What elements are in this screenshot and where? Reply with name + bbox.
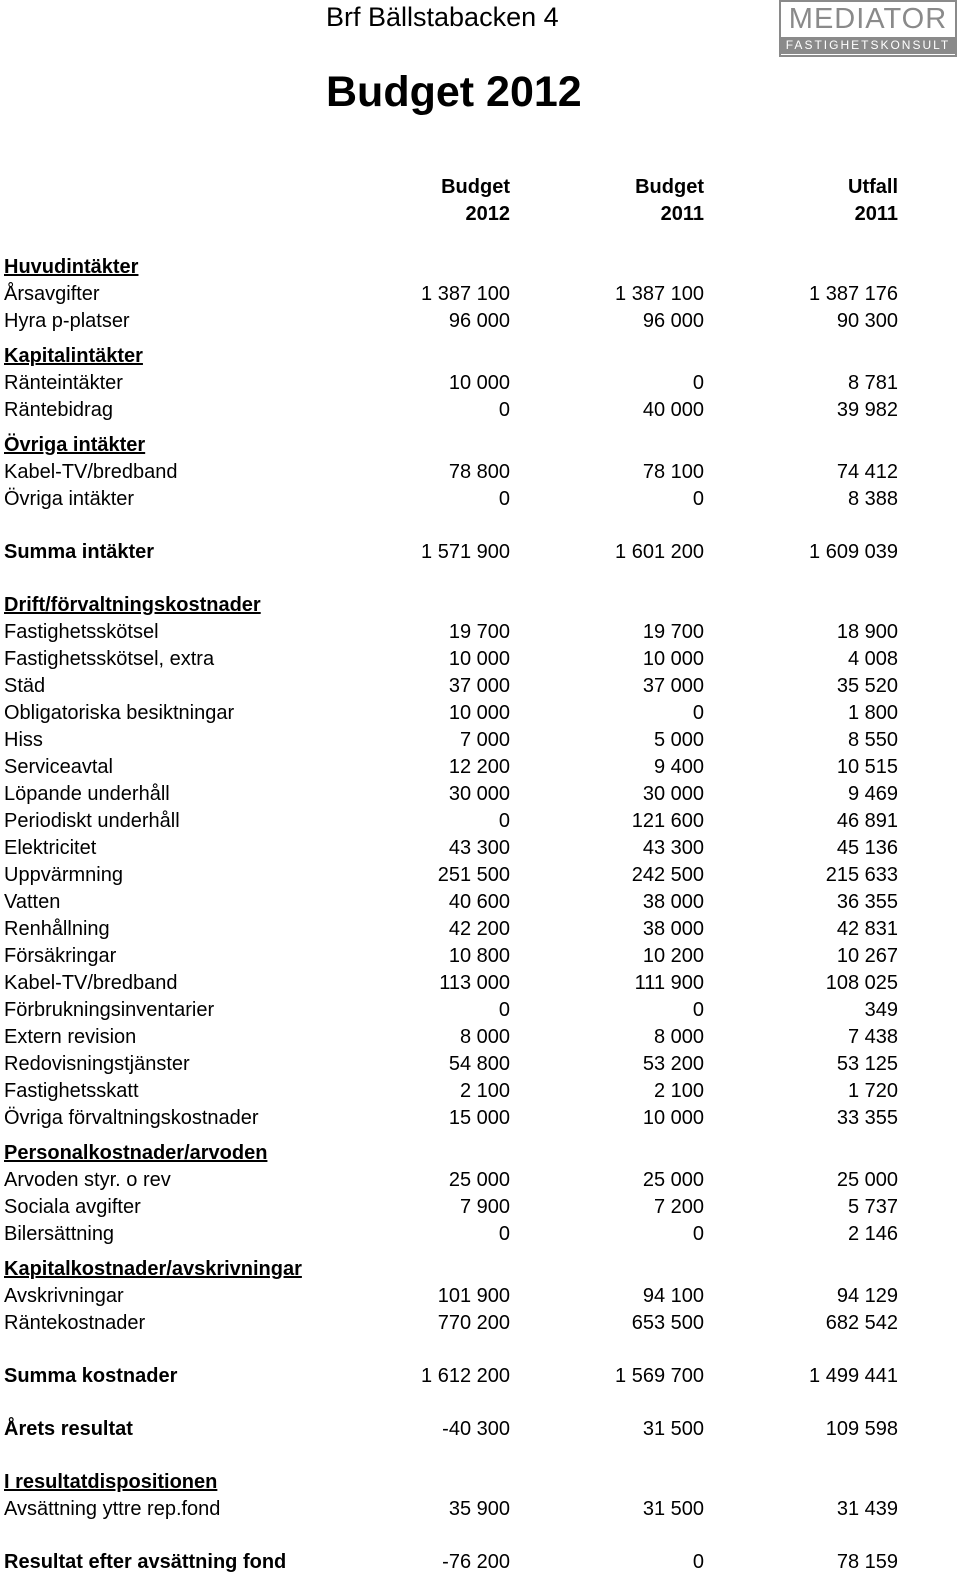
row-label: Summa intäkter	[4, 541, 155, 563]
utfall-2011-value: 10 267	[836, 945, 898, 967]
table-row	[0, 891, 960, 918]
section-spacer	[0, 426, 960, 434]
budget-2011-value: 1 387 100	[615, 283, 704, 305]
row-label: Förbrukningsinventarier	[4, 999, 215, 1021]
row-label: Avskrivningar	[4, 1285, 124, 1307]
table-row	[0, 1285, 960, 1312]
table-row	[0, 399, 960, 426]
row-label: Extern revision	[4, 1026, 137, 1048]
row-label: Fastighetsskötsel	[4, 621, 159, 643]
budget-2011-value: 31 500	[642, 1418, 704, 1440]
row-spacer	[0, 568, 960, 594]
row-label: Renhållning	[4, 918, 110, 940]
row-label: Fastighetsskatt	[4, 1080, 139, 1102]
budget-2011-value: 78 100	[642, 461, 704, 483]
budget-2011-value: 0	[692, 488, 704, 510]
utfall-2011-value: 31 439	[836, 1498, 898, 1520]
budget-2011-value: 0	[692, 702, 704, 724]
section-heading-row	[0, 1471, 960, 1498]
row-label: Sociala avgifter	[4, 1196, 141, 1218]
table-row	[0, 648, 960, 675]
budget-2011-value: 30 000	[642, 783, 704, 805]
budget-2012-value: 30 000	[448, 783, 510, 805]
utfall-2011-value: 108 025	[825, 972, 898, 994]
section-heading: Huvudintäkter	[4, 256, 139, 278]
section-heading-row	[0, 256, 960, 283]
budget-2012-value: 10 000	[448, 702, 510, 724]
budget-2012-value: 12 200	[448, 756, 510, 778]
budget-2011-value: 2 100	[653, 1080, 704, 1102]
table-row	[0, 1053, 960, 1080]
budget-2011-value: 0	[692, 999, 704, 1021]
row-label: Summa kostnader	[4, 1365, 178, 1387]
table-row	[0, 999, 960, 1026]
utfall-2011-value: 9 469	[847, 783, 898, 805]
utfall-2011-value: 39 982	[836, 399, 898, 421]
table-row	[0, 837, 960, 864]
column-header-line1: Utfall	[848, 176, 898, 198]
budget-2012-value: 7 900	[459, 1196, 510, 1218]
table-row	[0, 810, 960, 837]
row-label: Övriga intäkter	[4, 488, 135, 510]
column-header-line2: 2011	[660, 203, 704, 225]
section-heading-row	[0, 1258, 960, 1285]
total-row	[0, 541, 960, 568]
budget-2012-value: -76 200	[442, 1551, 510, 1573]
row-spacer	[0, 515, 960, 541]
row-label: Bilersättning	[4, 1223, 115, 1245]
row-spacer	[0, 1445, 960, 1471]
table-row	[0, 729, 960, 756]
section-heading: I resultatdispositionen	[4, 1471, 218, 1493]
table-row	[0, 1312, 960, 1339]
budget-2012-value: -40 300	[442, 1418, 510, 1440]
row-label: Räntebidrag	[4, 399, 113, 421]
table-row	[0, 621, 960, 648]
budget-2011-value: 19 700	[642, 621, 704, 643]
table-row	[0, 945, 960, 972]
table-row	[0, 488, 960, 515]
budget-2012-value: 25 000	[448, 1169, 510, 1191]
logo-sub-text: FASTIGHETSKONSULT	[781, 37, 955, 54]
budget-2012-value: 0	[498, 810, 510, 832]
column-header-line2: 2012	[465, 203, 510, 225]
column-header-budget-2012	[350, 174, 510, 228]
budget-2012-value: 15 000	[448, 1107, 510, 1129]
utfall-2011-value: 78 159	[836, 1551, 898, 1573]
org-name: Brf Bällstabacken 4	[326, 2, 559, 32]
budget-2012-value: 40 600	[448, 891, 510, 913]
utfall-2011-value: 1 609 039	[809, 541, 898, 563]
table-row	[0, 918, 960, 945]
budget-2012-value: 1 612 200	[421, 1365, 510, 1387]
utfall-2011-value: 1 499 441	[809, 1365, 898, 1387]
table-row	[0, 972, 960, 999]
utfall-2011-value: 46 891	[836, 810, 898, 832]
section-spacer	[0, 337, 960, 345]
section-heading-row	[0, 345, 960, 372]
budget-2011-value: 1 569 700	[615, 1365, 704, 1387]
row-label: Arvoden styr. o rev	[4, 1169, 171, 1191]
budget-2011-value: 0	[692, 1551, 704, 1573]
utfall-2011-value: 25 000	[836, 1169, 898, 1191]
row-spacer	[0, 1525, 960, 1551]
budget-2012-value: 35 900	[448, 1498, 510, 1520]
row-label: Resultat efter avsättning fond	[4, 1551, 287, 1573]
budget-2011-value: 96 000	[642, 310, 704, 332]
row-label: Hyra p-platser	[4, 310, 130, 332]
row-label: Elektricitet	[4, 837, 97, 859]
row-label: Försäkringar	[4, 945, 117, 967]
utfall-2011-value: 94 129	[836, 1285, 898, 1307]
row-label: Periodiskt underhåll	[4, 810, 180, 832]
table-row	[0, 461, 960, 488]
budget-2011-value: 7 200	[653, 1196, 704, 1218]
budget-2011-value: 5 000	[653, 729, 704, 751]
row-label: Fastighetsskötsel, extra	[4, 648, 215, 670]
budget-2012-value: 42 200	[448, 918, 510, 940]
utfall-2011-value: 74 412	[836, 461, 898, 483]
section-spacer	[0, 1134, 960, 1142]
document-title: Budget 2012	[326, 68, 582, 116]
utfall-2011-value: 8 388	[847, 488, 898, 510]
logo-main-text: MEDIATOR	[788, 3, 948, 35]
budget-2011-value: 10 200	[642, 945, 704, 967]
table-row	[0, 783, 960, 810]
budget-2012-value: 7 000	[459, 729, 510, 751]
table-row	[0, 1196, 960, 1223]
column-header-line1: Budget	[441, 176, 510, 198]
column-header-line2: 2011	[854, 203, 898, 225]
row-label: Övriga förvaltningskostnader	[4, 1107, 259, 1129]
budget-table	[0, 256, 960, 1578]
budget-2011-value: 9 400	[653, 756, 704, 778]
budget-2012-value: 0	[498, 1223, 510, 1245]
budget-2012-value: 251 500	[437, 864, 510, 886]
utfall-2011-value: 53 125	[836, 1053, 898, 1075]
row-label: Räntekostnader	[4, 1312, 146, 1334]
budget-2011-value: 0	[692, 1223, 704, 1245]
utfall-2011-value: 18 900	[836, 621, 898, 643]
total-row	[0, 1418, 960, 1445]
row-label: Ränteintäkter	[4, 372, 123, 394]
column-header-budget-2011	[544, 174, 704, 228]
budget-2011-value: 0	[692, 372, 704, 394]
utfall-2011-value: 2 146	[847, 1223, 898, 1245]
utfall-2011-value: 1 387 176	[809, 283, 898, 305]
row-label: Avsättning yttre rep.fond	[4, 1498, 221, 1520]
utfall-2011-value: 5 737	[847, 1196, 898, 1218]
row-label: Serviceavtal	[4, 756, 113, 778]
total-row	[0, 1551, 960, 1578]
row-label: Löpande underhåll	[4, 783, 170, 805]
budget-2012-value: 0	[498, 999, 510, 1021]
row-label: Obligatoriska besiktningar	[4, 702, 235, 724]
table-row	[0, 1498, 960, 1525]
utfall-2011-value: 682 542	[825, 1312, 898, 1334]
utfall-2011-value: 8 550	[847, 729, 898, 751]
budget-2011-value: 31 500	[642, 1498, 704, 1520]
budget-2011-value: 653 500	[631, 1312, 704, 1334]
budget-2012-value: 770 200	[437, 1312, 510, 1334]
row-label: Kabel-TV/bredband	[4, 972, 178, 994]
mediator-logo	[779, 0, 957, 57]
budget-2012-value: 0	[498, 488, 510, 510]
utfall-2011-value: 4 008	[847, 648, 898, 670]
table-row	[0, 310, 960, 337]
column-header-utfall-2011	[738, 174, 898, 228]
table-row	[0, 1026, 960, 1053]
section-heading: Kapitalintäkter	[4, 345, 143, 367]
budget-2012-value: 19 700	[448, 621, 510, 643]
row-label: Redovisningstjänster	[4, 1053, 190, 1075]
row-spacer	[0, 1339, 960, 1365]
table-row	[0, 1169, 960, 1196]
table-row	[0, 283, 960, 310]
budget-2012-value: 54 800	[448, 1053, 510, 1075]
budget-2011-value: 53 200	[642, 1053, 704, 1075]
budget-2011-value: 38 000	[642, 918, 704, 940]
budget-2012-value: 1 387 100	[421, 283, 510, 305]
total-row	[0, 1365, 960, 1392]
section-heading-row	[0, 434, 960, 461]
budget-2011-value: 40 000	[642, 399, 704, 421]
budget-2012-value: 10 000	[448, 372, 510, 394]
table-row	[0, 756, 960, 783]
budget-2011-value: 94 100	[642, 1285, 704, 1307]
table-row	[0, 372, 960, 399]
budget-2012-value: 10 800	[448, 945, 510, 967]
row-label: Årets resultat	[4, 1418, 133, 1440]
budget-2011-value: 37 000	[642, 675, 704, 697]
budget-2012-value: 2 100	[459, 1080, 510, 1102]
budget-2012-value: 8 000	[459, 1026, 510, 1048]
utfall-2011-value: 10 515	[836, 756, 898, 778]
row-label: Städ	[4, 675, 46, 697]
table-row	[0, 675, 960, 702]
budget-2011-value: 10 000	[642, 1107, 704, 1129]
column-header-line1: Budget	[635, 176, 704, 198]
section-heading-row	[0, 594, 960, 621]
budget-2012-value: 0	[498, 399, 510, 421]
section-spacer	[0, 1250, 960, 1258]
row-label: Uppvärmning	[4, 864, 123, 886]
budget-2011-value: 121 600	[631, 810, 704, 832]
table-row	[0, 1107, 960, 1134]
budget-2012-value: 78 800	[448, 461, 510, 483]
utfall-2011-value: 45 136	[836, 837, 898, 859]
budget-2011-value: 111 900	[634, 972, 704, 994]
table-row	[0, 702, 960, 729]
utfall-2011-value: 1 800	[847, 702, 898, 724]
row-spacer	[0, 1392, 960, 1418]
budget-2012-value: 37 000	[448, 675, 510, 697]
budget-2012-value: 101 900	[437, 1285, 510, 1307]
row-label: Årsavgifter	[4, 283, 100, 305]
utfall-2011-value: 7 438	[847, 1026, 898, 1048]
budget-2012-value: 96 000	[448, 310, 510, 332]
utfall-2011-value: 109 598	[825, 1418, 898, 1440]
utfall-2011-value: 8 781	[847, 372, 898, 394]
budget-2011-value: 38 000	[642, 891, 704, 913]
utfall-2011-value: 42 831	[836, 918, 898, 940]
utfall-2011-value: 349	[864, 999, 898, 1021]
budget-2011-value: 25 000	[642, 1169, 704, 1191]
section-heading: Drift/förvaltningskostnader	[4, 594, 261, 616]
section-heading-row	[0, 1142, 960, 1169]
row-label: Kabel-TV/bredband	[4, 461, 178, 483]
section-heading: Kapitalkostnader/avskrivningar	[4, 1258, 302, 1280]
utfall-2011-value: 90 300	[836, 310, 898, 332]
table-row	[0, 864, 960, 891]
table-row	[0, 1223, 960, 1250]
utfall-2011-value: 1 720	[847, 1080, 898, 1102]
budget-2011-value: 1 601 200	[615, 541, 704, 563]
budget-2012-value: 113 000	[439, 972, 510, 994]
section-heading: Personalkostnader/arvoden	[4, 1142, 268, 1164]
utfall-2011-value: 35 520	[836, 675, 898, 697]
row-label: Vatten	[4, 891, 61, 913]
budget-2011-value: 242 500	[631, 864, 704, 886]
budget-2011-value: 8 000	[653, 1026, 704, 1048]
budget-2012-value: 10 000	[448, 648, 510, 670]
budget-2011-value: 10 000	[642, 648, 704, 670]
utfall-2011-value: 36 355	[836, 891, 898, 913]
utfall-2011-value: 215 633	[825, 864, 898, 886]
utfall-2011-value: 33 355	[836, 1107, 898, 1129]
budget-2012-value: 43 300	[448, 837, 510, 859]
section-heading: Övriga intäkter	[4, 434, 146, 456]
budget-2012-value: 1 571 900	[421, 541, 510, 563]
budget-2011-value: 43 300	[642, 837, 704, 859]
table-row	[0, 1080, 960, 1107]
row-label: Hiss	[4, 729, 43, 751]
